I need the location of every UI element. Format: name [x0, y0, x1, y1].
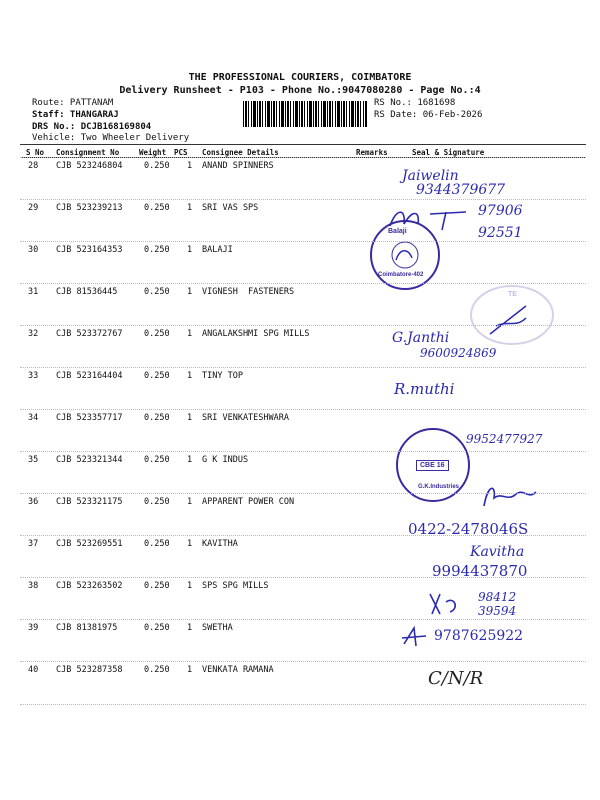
cell-pcs: 1: [187, 455, 193, 465]
cell-sno: 33: [28, 371, 39, 381]
cell-weight: 0.250: [144, 203, 170, 213]
cell-cno: CJB 523321344: [56, 455, 123, 465]
cell-pcs: 1: [187, 203, 193, 213]
cell-weight: 0.250: [144, 539, 170, 549]
cell-sno: 35: [28, 455, 39, 465]
signature-40: C/N/R: [428, 668, 484, 689]
cell-cno: CJB 81381975: [56, 623, 118, 633]
cell-cno: CJB 81536445: [56, 287, 118, 297]
cell-pcs: 1: [187, 497, 193, 507]
cell-weight: 0.250: [144, 413, 170, 423]
cell-consignee: ANGALAKSHMI SPG MILLS: [202, 329, 310, 339]
runsheet-subtitle: Delivery Runsheet - P103 - Phone No.:9047080280 - Page No.:4: [119, 85, 481, 96]
signature-32-name: G.Janthi: [392, 330, 450, 346]
cell-weight: 0.250: [144, 581, 170, 591]
cell-sno: 37: [28, 539, 39, 549]
signature-28-phone: 9344379677: [416, 182, 506, 198]
cell-pcs: 1: [187, 623, 193, 633]
cell-weight: 0.250: [144, 371, 170, 381]
cell-sno: 40: [28, 665, 39, 675]
cell-weight: 0.250: [144, 497, 170, 507]
route-label: Route: PATTANAM: [32, 98, 114, 108]
cell-weight: 0.250: [144, 287, 170, 297]
cell-pcs: 1: [187, 245, 193, 255]
staff-label: Staff: THANGARAJ: [32, 110, 119, 120]
row-divider: [20, 577, 586, 578]
col-weight: Weight: [139, 148, 167, 157]
cell-weight: 0.250: [144, 665, 170, 675]
col-sno: S No: [26, 148, 45, 157]
row-divider: [20, 451, 586, 452]
faded-stamp: TE: [470, 285, 554, 345]
signature-29: 97906 92551: [478, 203, 523, 241]
table-bottom-rule: [20, 704, 586, 705]
cell-sno: 39: [28, 623, 39, 633]
cell-sno: 30: [28, 245, 39, 255]
scribble-29: [386, 204, 476, 234]
row-divider: [20, 241, 586, 242]
gk-industries-stamp: G.K.Industries CBE 16: [396, 428, 470, 502]
cell-consignee: ANAND SPINNERS: [202, 161, 274, 171]
signature-35-phone: 9952477927: [466, 432, 543, 446]
cell-consignee: VIGNESH FASTENERS: [202, 287, 295, 297]
cell-pcs: 1: [187, 329, 193, 339]
row-divider: [20, 409, 586, 410]
cell-cno: CJB 523321175: [56, 497, 123, 507]
cell-weight: 0.250: [144, 245, 170, 255]
signature-37-name: Kavitha: [470, 544, 525, 560]
cell-consignee: TINY TOP: [202, 371, 243, 381]
cell-sno: 38: [28, 581, 39, 591]
row-divider: [20, 157, 586, 158]
row-divider: [20, 661, 586, 662]
col-seal-signature: Seal & Signature: [412, 148, 485, 157]
row-divider: [20, 535, 586, 536]
signature-39-phone: 9787625922: [434, 628, 524, 644]
cell-pcs: 1: [187, 413, 193, 423]
col-consignment: Consignment No: [56, 148, 120, 157]
row-divider: [20, 325, 586, 326]
cell-cno: CJB 523263502: [56, 581, 123, 591]
cell-consignee: SRI VENKATESHWARA: [202, 413, 289, 423]
row-divider: [20, 367, 586, 368]
cell-weight: 0.250: [144, 455, 170, 465]
signature-36-phone: 0422-2478046S: [408, 520, 529, 538]
barcode: [243, 101, 367, 127]
col-pcs: PCS: [174, 148, 188, 157]
cell-weight: 0.250: [144, 161, 170, 171]
cell-consignee: KAVITHA: [202, 539, 238, 549]
cell-cno: CJB 523269551: [56, 539, 123, 549]
table-top-rule: [20, 144, 586, 145]
cell-sno: 32: [28, 329, 39, 339]
cell-sno: 36: [28, 497, 39, 507]
cell-cno: CJB 523357717: [56, 413, 123, 423]
drs-label: DRS No.: DCJB168169804: [32, 122, 152, 132]
scribble-36: [480, 482, 540, 512]
signature-28-name: Jaiwelin: [402, 168, 459, 184]
cell-sno: 28: [28, 161, 39, 171]
signature-32-phone: 9600924869: [420, 346, 497, 360]
cell-consignee: SPS SPG MILLS: [202, 581, 269, 591]
cell-weight: 0.250: [144, 623, 170, 633]
cell-sno: 34: [28, 413, 39, 423]
signature-37-phone: 9994437870: [432, 562, 528, 580]
row-divider: [20, 283, 586, 284]
row-divider: [20, 493, 586, 494]
cell-weight: 0.250: [144, 329, 170, 339]
scribble-38: [426, 588, 466, 618]
cell-consignee: G K INDUS: [202, 455, 249, 465]
cell-pcs: 1: [187, 161, 193, 171]
cell-consignee: APPARENT POWER CON: [202, 497, 295, 507]
company-title: THE PROFESSIONAL COURIERS, COIMBATORE: [188, 72, 412, 83]
balaji-stamp: Balaji Coimbatore-402: [370, 220, 440, 290]
cell-cno: CJB 523246804: [56, 161, 123, 171]
cell-cno: CJB 523287358: [56, 665, 123, 675]
col-consignee: Consignee Details: [202, 148, 279, 157]
signature-33: R.muthi: [394, 380, 455, 398]
cell-cno: CJB 523164353: [56, 245, 123, 255]
cell-consignee: SRI VAS SPS: [202, 203, 259, 213]
vehicle-label: Vehicle: Two Wheeler Delivery: [32, 133, 190, 143]
row-divider: [20, 619, 586, 620]
cell-pcs: 1: [187, 581, 193, 591]
signature-38: 98412 39594: [478, 590, 517, 618]
cell-sno: 31: [28, 287, 39, 297]
cell-pcs: 1: [187, 287, 193, 297]
cell-sno: 29: [28, 203, 39, 213]
rs-date: RS Date: 06-Feb-2026: [374, 110, 483, 120]
scribble-39: [400, 624, 430, 650]
row-divider: [20, 199, 586, 200]
rs-number: RS No.: 1681698: [374, 98, 456, 108]
cell-pcs: 1: [187, 371, 193, 381]
cell-cno: CJB 523372767: [56, 329, 123, 339]
scribble-31: [486, 300, 536, 340]
col-remarks: Remarks: [356, 148, 388, 157]
cell-pcs: 1: [187, 665, 193, 675]
cell-consignee: VENKATA RAMANA: [202, 665, 274, 675]
cell-cno: CJB 523164404: [56, 371, 123, 381]
cell-cno: CJB 523239213: [56, 203, 123, 213]
cell-consignee: BALAJI: [202, 245, 233, 255]
cell-pcs: 1: [187, 539, 193, 549]
cell-consignee: SWETHA: [202, 623, 233, 633]
